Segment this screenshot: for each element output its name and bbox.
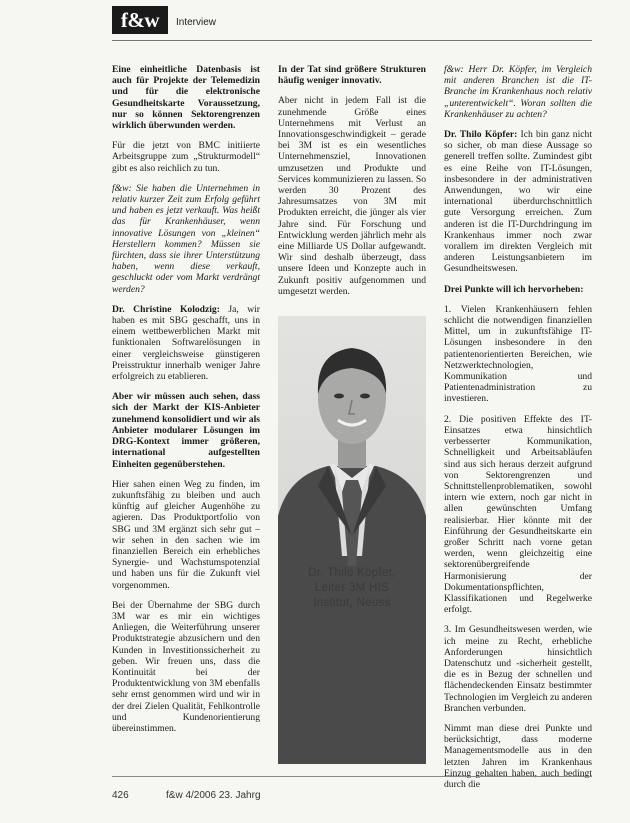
question: f&w: Herr Dr. Köpfer, im Vergleich mit anderen Branchen ist die IT-Branche im Krankenhaus noch relativ „unterentwickelt“. Woran sollten die Krankenhäuser zu achten? [444,64,592,120]
caption-role: Leiter 3M HIS [314,582,390,594]
portrait-image [278,316,426,764]
column-2 [278,64,426,304]
answer-text: Ich bin ganz nicht so sicher, ob man diese Aussage so generell treffen sollte. Zumindest gibt es eine Reihe von IT-Lösungen, insbesondere in der administrativen Anwendungen, wo wir eine international überdurchschnittlich gute Versorgung erreichen. Zum anderen ist die IT-Durchdringung im Krankenhaus immer noch zwar vorallem im direkten Vergleich mit anderen Leistungsanbietern im Gesundheitswesen. [444,129,592,275]
column-3 [444,64,592,790]
caption-org: Institut, Neuss [313,597,391,609]
paragraph: Aber nicht in jedem Fall ist die zunehmende Größe eines Unternehmens mit Verlust an Innovationsgeschwindigkeit – gerade bei 3M ist es ein wesentliches Unternehmensziel, Innovationen umzusetzen und Produkte und Services kommunizieren zu lassen. So werden 30 Prozent des Jahresumsatzes von 3M mit Produkten erreicht, die jünger als vier Jahre sind. Für Forschung und Entwicklung werden jährlich mehr als eine Milliarde US Dollar aufgewandt. Wir sind deshalb überzeugt, dass unsere Ideen und Konzepte auch in Zukunft positiv aufgenommen und umgesetzt werden. [278,95,426,297]
paragraph: 2. Die positiven Effekte des IT-Einsatzes etwa hinsichtlich verbesserter Kommunikation, Schnelligkeit und Arbeitsabläufen sind aus sich heraus derzeit aufgrund von Sektorengrenzen und Schnittstellenproblematiken, sowohl intern wie extern, noch gar nicht in allen gewünschten Umfang realisierbar. Hier könnte mit der Einführung der Gesundheitskarte ein großer Schritt nach vorne getan werden, wenn gleichzeitig eine sektorenübergreifende Harmonisierung der Dokumentationspflichten, Klassifikationen und Regelwerke erfolgt. [444,413,592,616]
caption-name: Dr. Thilo Köpfer, [308,567,396,579]
paragraph: Nimmt man diese drei Punkte und berücksichtigt, dass moderne Managementsmodelle aus in den letzten Jahren im Krankenhaus Einzug gehalten haben, auch bedingt durch die [444,722,592,790]
paragraph: 3. Im Gesundheitswesen werden, wie ich meine zu Recht, erhebliche Anforderungen hinsichtlich Datenschutz und -sicherheit gestellt, die es in Bezug der schnellen und flächendeckenden Einsatz bestimmter Technologien im Vergleich zu anderen Branchen verbunden. [444,624,592,714]
question-1: Eine einheitliche Datenbasis ist auch für Projekte der Telemedizin und für die elektronische Gesundheitskarte Voraussetzung, nur so können Sektorengrenzen wirklich überwunden werden. [112,64,260,132]
photo-caption [278,566,426,611]
magazine-logo: f&w [112,6,168,34]
portrait-photo [278,316,426,764]
section-label: Interview [176,17,217,28]
answer-paragraph [112,304,260,382]
question-2: f&w: Sie haben die Unternehmen in relativ kurzer Zeit zum Erfolg geführt und haben es jetzt verkauft. Was heißt das für Krankenhäuser, wenn innovative Lösungen von „kleinen“ Herstellern kommen? Müssen sie fürchten, dass sie ihrer Unterstützung haben, wenn diese verkauft, geschluckt oder vom Markt verdrängt werden? [112,182,260,295]
paragraph: Hier sahen einen Weg zu finden, im zukunftsfähig zu bleiben und auch künftig auf gleicher Augenhöhe zu agieren. Das Produktportfolio von SBG und 3M ergänzt sich sehr gut – wir sehen in den sachen wie im finanziellen Bereich ein erhebliches Synergie- und Wachstumspotenzial und haben uns für die Zukunft viel vorgenommen. [112,478,260,591]
speaker-name: Dr. Thilo Köpfer: [444,129,518,141]
paragraph: Bei der Übernahme der SBG durch 3M war es mir ein wichtiges Anliegen, die Weiterführung unserer Produktstrategie abzusichern und den Kunden in Investitionssicherheit zu geben. Wir freuen uns, dass die Kontinuität bei der Produktentwicklung von 3M ebenfalls sehr ernst genommen wird und wir in der drei Zielen Qualität, Fehlkontrolle und Kundenorientierung übereinstimmen. [112,599,260,734]
answer-text: Ja, wir haben es mit SBG geschafft, uns in einem wettbewerblichen Markt mit funktionalen Softwarelösungen in einer vergleichsweise günstigeren Preisstruktur innerhalb weniger Jahre erfolgreich zu etablieren. [112,303,260,383]
subheading: In der Tat sind größere Strukturen häufig weniger innovativ. [278,64,426,87]
header-rule [112,40,592,41]
column-1 [112,64,260,764]
page-number: 426 [112,790,129,801]
footer-rule [112,776,592,777]
issue-info: f&w 4/2006 23. Jahrg [166,790,261,801]
answer-paragraph [444,129,592,275]
subheading: Drei Punkte will ich hervorheben: [444,283,584,295]
paragraph: 1. Vielen Krankenhäusern fehlen schlicht die notwendigen finanziellen Mittel, um in zukunftsfähige IT-Lösungen insbesondere in den patientenorientierten Bereichen, wie Netzwerktechnologien, Kommunikation und Patientenadministration zu investieren. [444,303,592,405]
subheading: Aber wir müssen auch sehen, dass sich der Markt der KIS-Anbieter zunehmend konsolidiert und wir als Anbieter modularer Lösungen im DRG-Kontext immer größeren, international aufgestellten Einheiten gegenüberstehen. [112,391,260,470]
paragraph: Für die jetzt von BMC initiierte Arbeitsgruppe zum „Strukturmodell“ gibt es also reichlich zu tun. [112,140,260,174]
speaker-name: Dr. Christine Kolodzig: [112,303,220,315]
